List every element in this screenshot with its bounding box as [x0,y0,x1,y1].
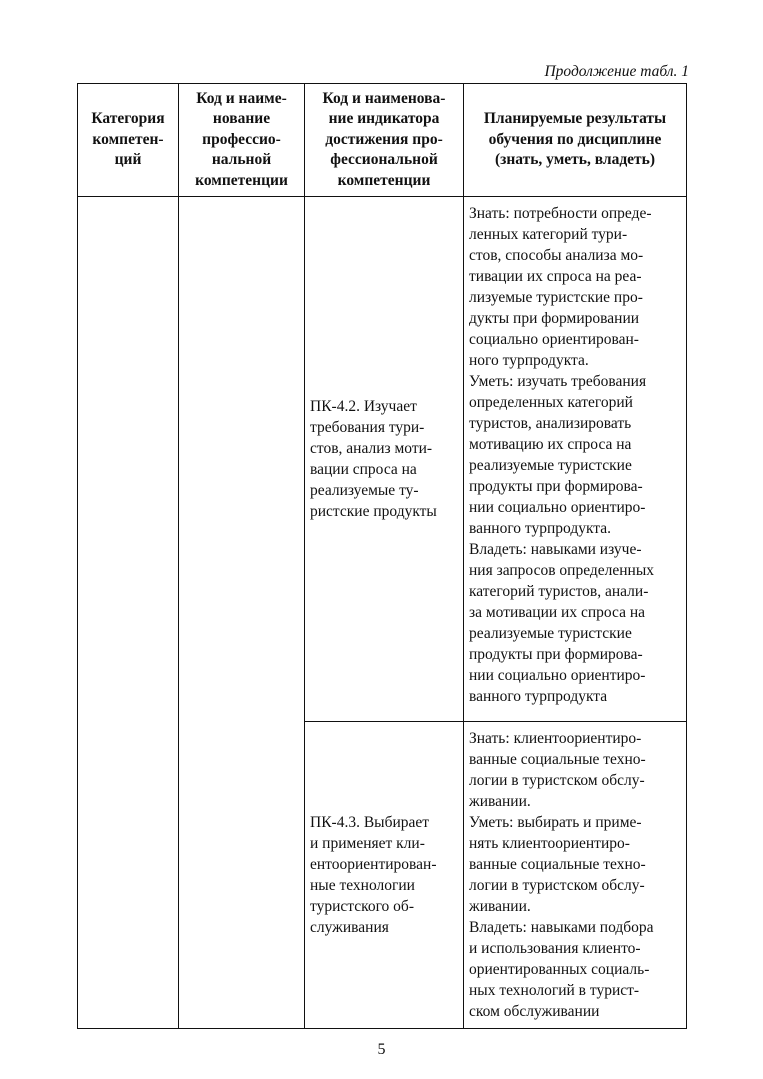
header-competence-code: Код и наиме- нование профессио- нальной компетенции [179,84,305,197]
category-cell [78,197,179,1029]
table-caption: Продолжение табл. 1 [544,63,689,80]
header-competence-category: Категория компетен- ций [78,84,179,197]
header-indicator-code: Код и наименова- ние индикатора достижения про- фессиональной компетенции [305,84,464,197]
competence-table [77,83,687,1029]
indicator-cell: ПК-4.3. Выбирает и применяет кли- ентоориентирован- ные технологии туристского об- служивания [305,722,464,1029]
table-header-row [78,84,687,197]
results-cell: Знать: потребности опреде- ленных категорий тури- стов, способы анализа мо- тивации их спроса на реа- лизуемые туристские про- дукты при формировании социально ориентирован- ного турпродукта. Уметь: изучать требования определенных категорий туристов, анализировать мотивацию их спроса на реализуемые туристские продукты при формирова- нии социально ориентиро- ванного турпродукта. Владеть: навыками изуче- ния запросов определенных категорий туристов, анали- за мотивации их спроса на реализуемые туристские продукты при формирова- нии социально ориентиро- ванного турпродукта [464,197,687,722]
table-row [78,197,687,722]
indicator-cell: ПК-4.2. Изучает требования тури- стов, анализ моти- вации спроса на реализуемые ту- ристские продукты [305,197,464,722]
page-number: 5 [377,1041,386,1058]
header-planned-results: Планируемые результаты обучения по дисциплине (знать, уметь, владеть) [464,84,687,197]
competence-cell [179,197,305,1029]
results-cell: Знать: клиентоориентиро- ванные социальные техно- логии в туристском обслу- живании. Уметь: выбирать и приме- нять клиентоориентиро- ванные социальные техно- логии в туристском обслу- живании. Владеть: навыками подбора и использования клиенто- ориентированных социаль- ных технологий в турист- ском обслуживании [464,722,687,1029]
